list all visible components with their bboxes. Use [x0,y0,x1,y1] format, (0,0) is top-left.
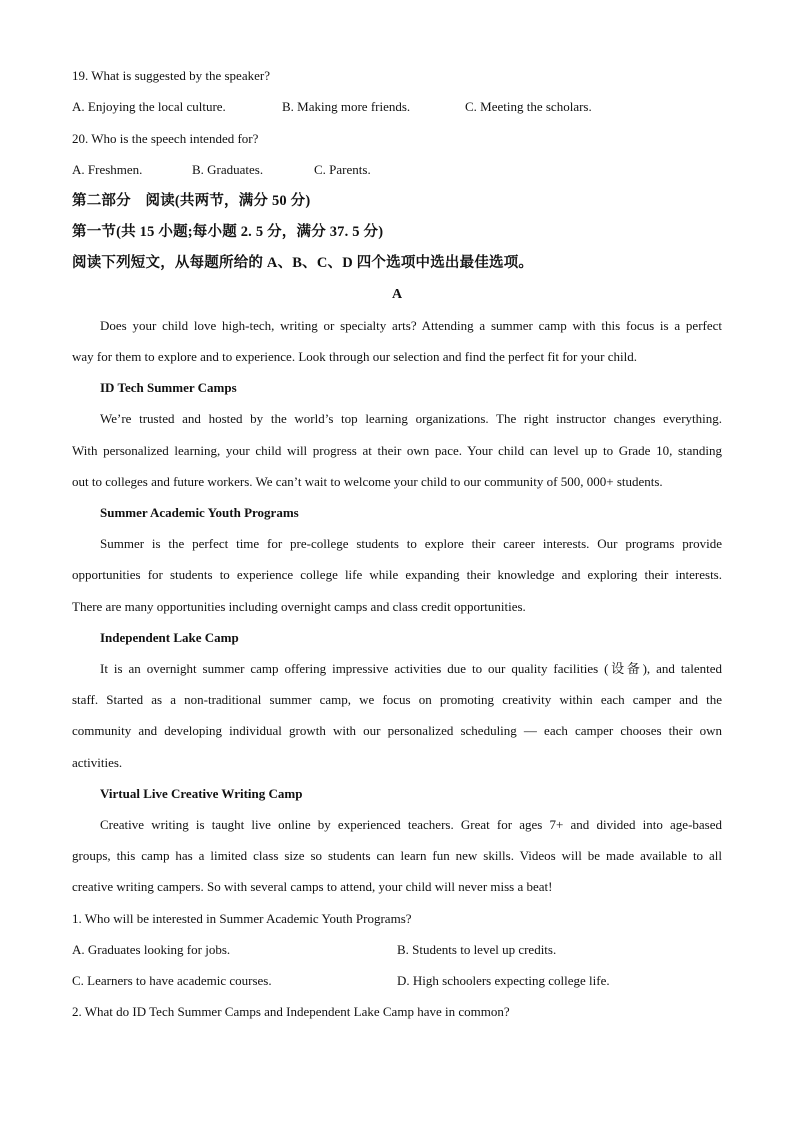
question-19-option-c: C. Meeting the scholars. [465,99,592,114]
reading-instruction: 阅读下列短文，从每题所给的 A、B、C、D 四个选项中选出最佳选项。 [72,255,534,271]
camp-id-tech-line-3: out to colleges and future workers. We can’t wait to welcome your child to our community of 500, 000+ students. [72,474,663,489]
question-1-option-d: D. High schoolers expecting college life. [397,973,610,988]
question-20-option-c: C. Parents. [314,162,371,177]
camp-independent-lake-line-3: community and developing individual growth with our personalized scheduling — each camper chooses their own [72,723,722,738]
question-20-option-a: A. Freshmen. [72,162,143,177]
question-1-option-a: A. Graduates looking for jobs. [72,942,231,957]
question-1-stem: 1. Who will be interested in Summer Academic Youth Programs? [72,911,412,926]
camp-summer-academic-line-2: opportunities for students to experience college life while expanding their knowledge and exploring their interests. [72,567,722,582]
question-19-option-b: B. Making more friends. [282,99,411,114]
camp-independent-lake-line-2: staff. Started as a non-traditional summer camp, we focus on promoting creativity within each camper and the [72,692,722,707]
section-part-two-heading: 第二部分 阅读(共两节，满分 50 分) [72,193,311,209]
question-1-option-b: B. Students to level up credits. [397,942,557,957]
question-19-option-a: A. Enjoying the local culture. [72,99,226,114]
intro-line-1: Does your child love high-tech, writing or specialty arts? Attending a summer camp with this focus is a perfect [100,318,722,333]
question-20-option-b: B. Graduates. [192,162,264,177]
camp-summer-academic-line-3: There are many opportunities including overnight camps and class credit opportunities. [72,599,526,614]
question-20-stem: 20. Who is the speech intended for? [72,131,259,146]
section-one-heading: 第一节(共 15 小题;每小题 2. 5 分，满分 37. 5 分) [72,224,384,240]
passage-letter: A [391,287,403,302]
question-19-stem: 19. What is suggested by the speaker? [72,68,270,83]
camp-heading-virtual-writing: Virtual Live Creative Writing Camp [100,786,303,801]
camp-virtual-writing-line-3: creative writing campers. So with several camps to attend, your child will never miss a beat! [72,879,553,894]
camp-summer-academic-line-1: Summer is the perfect time for pre-college students to explore their career interests. Our programs provide [100,536,722,551]
intro-line-2: way for them to explore and to experience. Look through our selection and find the perfect fit for your child. [72,349,637,364]
camp-heading-independent-lake: Independent Lake Camp [100,630,239,645]
camp-independent-lake-line-1: It is an overnight summer camp offering impressive activities due to our quality facilities (设备), and talented [100,661,722,676]
question-2-stem: 2. What do ID Tech Summer Camps and Independent Lake Camp have in common? [72,1004,510,1019]
question-1-option-c: C. Learners to have academic courses. [72,973,272,988]
camp-virtual-writing-line-2: groups, this camp has a limited class size so students can learn fun new skills. Videos will be made available to all [72,848,722,863]
camp-independent-lake-line-4: activities. [72,755,123,770]
camp-heading-summer-academic: Summer Academic Youth Programs [100,505,299,520]
camp-heading-id-tech: ID Tech Summer Camps [100,380,237,395]
camp-id-tech-line-1: We’re trusted and hosted by the world’s top learning organizations. The right instructor changes everything. [100,411,722,426]
camp-virtual-writing-line-1: Creative writing is taught live online by experienced teachers. Great for ages 7+ and divided into age-based [100,817,722,832]
camp-id-tech-line-2: With personalized learning, your child will progress at their own pace. Your child can level up to Grade 10, standing [72,443,722,458]
